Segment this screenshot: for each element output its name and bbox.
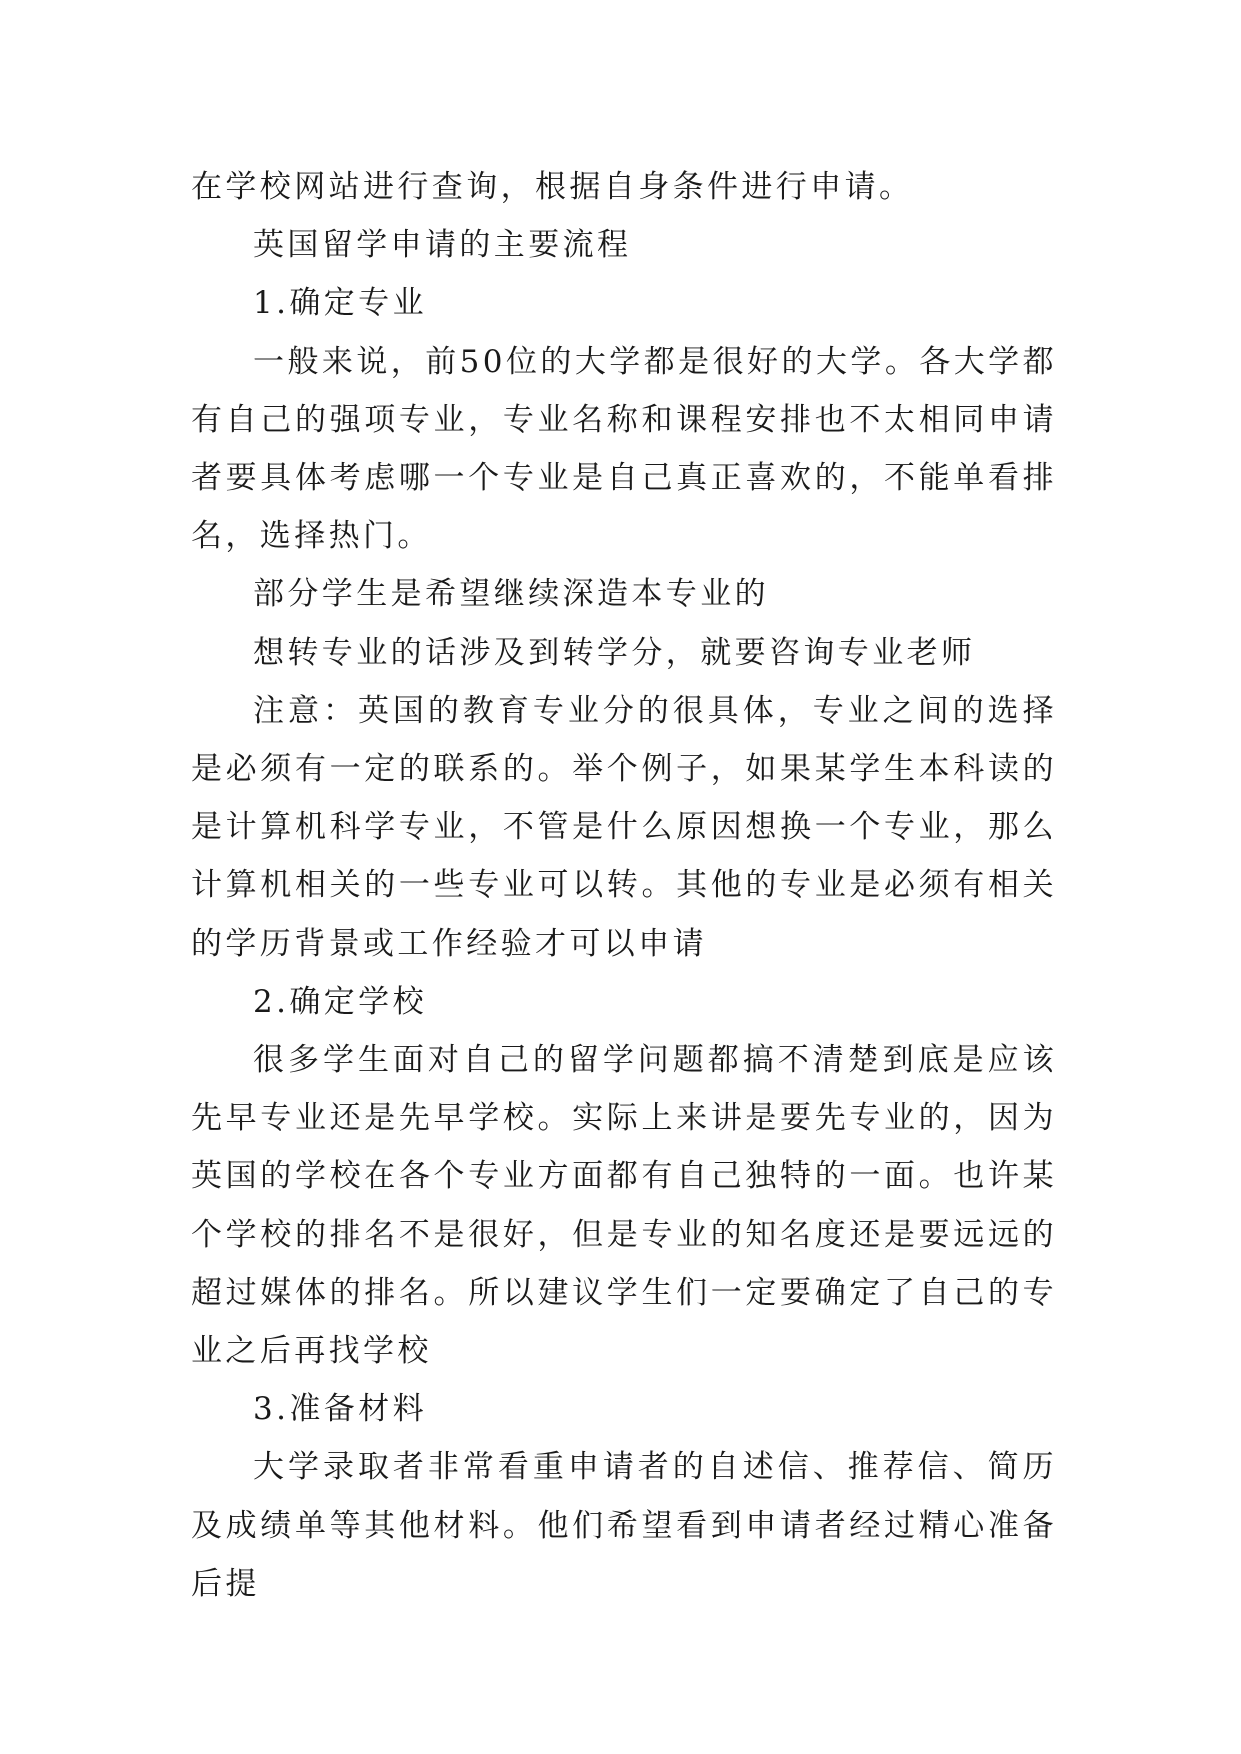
section-heading-process: 英国留学申请的主要流程 xyxy=(253,227,632,264)
paragraph-school-choice: 很多学生面对自己的留学问题都搞不清楚到底是应该先早专业还是先早学校。实际上来讲是要先专业的，因为英国的学校在各个专业方面都有自己独特的一面。也许某个学校的排名不是很好，但是专业的知名度还是要远远的超过媒体的排名。所以建议学生们一定要确定了自己的专业之后再找学校 xyxy=(191,1042,1057,1370)
paragraph-materials: 大学录取者非常看重申请者的自述信、推荐信、简历及成绩单等其他材料。他们希望看到申请者经过精心准备后提 xyxy=(191,1449,1057,1602)
paragraph-continuation: 在学校网站进行查询，根据自身条件进行申请。 xyxy=(191,169,914,205)
paragraph-continue-study: 部分学生是希望继续深造本专业的 xyxy=(253,576,769,613)
document-body xyxy=(191,158,1057,1613)
paragraph-major-intro: 一般来说，前50位的大学都是很好的大学。各大学都有自己的强项专业，专业名称和课程安排也不太相同申请者要具体考虑哪一个专业是自己真正喜欢的，不能单看排名，选择热门。 xyxy=(191,343,1057,555)
paragraph-note: 注意：英国的教育专业分的很具体，专业之间的选择是必须有一定的联系的。举个例子，如果某学生本科读的是计算机科学专业，不管是什么原因想换一个专业，那么计算机相关的一些专业可以转。其他的专业是必须有相关的学历背景或工作经验才可以申请 xyxy=(191,692,1057,962)
step-heading-major: 1.确定专业 xyxy=(253,285,427,322)
paragraph-transfer-major: 想转专业的话涉及到转学分，就要咨询专业老师 xyxy=(253,634,976,671)
step-heading-materials: 3.准备材料 xyxy=(253,1391,427,1428)
step-heading-school: 2.确定学校 xyxy=(253,983,427,1020)
